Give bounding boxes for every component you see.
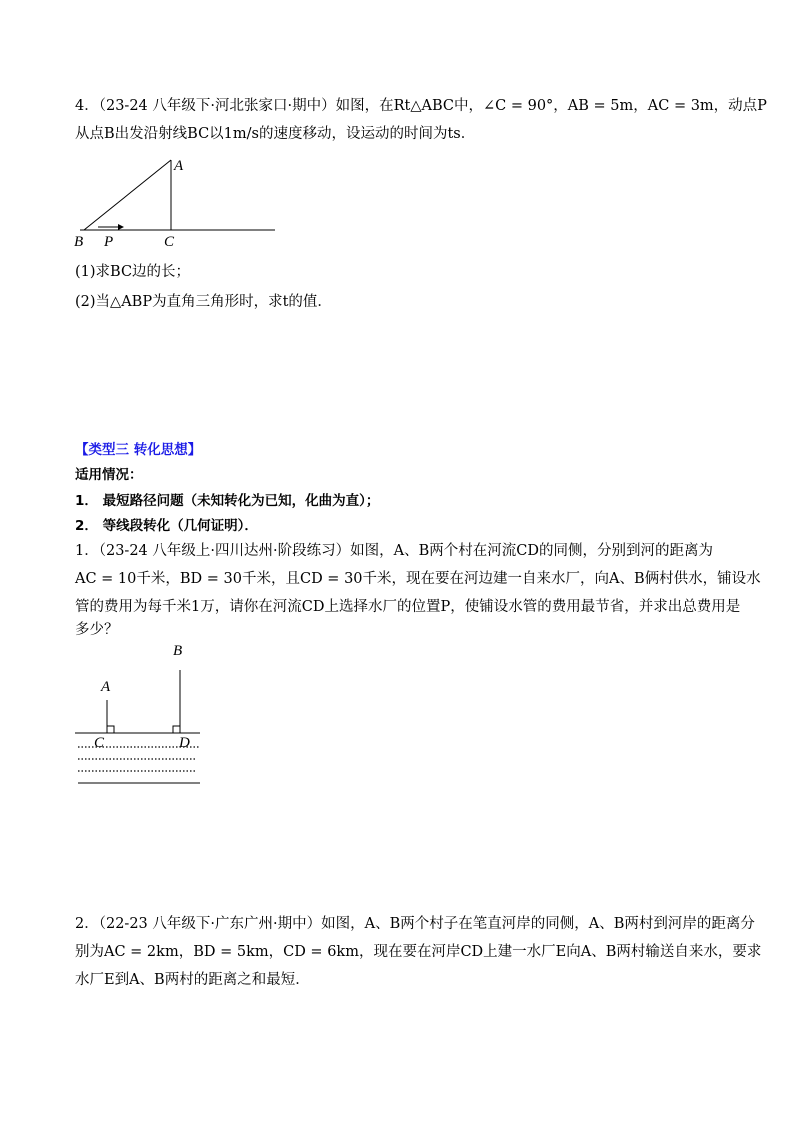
label-d: D bbox=[179, 735, 190, 751]
applicable-label: 适用情况： bbox=[75, 467, 143, 483]
problem1-line3: 管的费用为每千米1万，请你在河流CD上选择水厂的位置P，使铺设水管的费用最节省，并求出总费用是 bbox=[75, 599, 741, 615]
label-p: P bbox=[104, 234, 114, 250]
problem4-line1: 4．（23-24 八年级下·河北张家口·期中）如图，在Rt△ABC中，∠C = 90°，AB = 5m，AC = 3m，动点P bbox=[75, 98, 767, 114]
problem4-q2: (2)当△ABP为直角三角形时，求t的值． bbox=[75, 294, 332, 310]
label-a: A bbox=[101, 679, 111, 695]
label-c: C bbox=[94, 735, 105, 751]
label-a: A bbox=[174, 158, 184, 174]
problem1-line4: 多少？ bbox=[75, 622, 119, 638]
applicable-item-1: 1． 最短路径问题（未知转化为已知，化曲为直）； bbox=[75, 493, 380, 509]
section-title: 【类型三 转化思想】 bbox=[75, 442, 202, 458]
problem2-line1: 2．（22-23 八年级下·广东广州·期中）如图，A、B两个村子在笔直河岸的同侧，A、B两村到河岸的距离分 bbox=[75, 916, 755, 932]
problem4-q1: (1)求BC边的长； bbox=[75, 264, 191, 280]
river-figure bbox=[70, 640, 210, 790]
triangle-figure bbox=[70, 150, 280, 250]
problem2-line3: 水厂E到A、B两村的距离之和最短． bbox=[75, 972, 310, 988]
problem1-line1: 1．（23-24 八年级上·四川达州·阶段练习）如图，A、B两个村在河流CD的同侧，分别到河的距离为 bbox=[75, 543, 713, 559]
label-b: B bbox=[74, 234, 84, 250]
problem4-line2: 从点B出发沿射线BC以1m/s的速度移动，设运动的时间为ts． bbox=[75, 126, 476, 142]
problem2-line2: 别为AC = 2km，BD = 5km，CD = 6km，现在要在河岸CD上建一水厂E向A、B两村输送自来水，要求 bbox=[75, 944, 762, 960]
applicable-item-2: 2． 等线段转化（几何证明）． bbox=[75, 518, 258, 534]
problem1-line2: AC = 10千米，BD = 30千米，且CD = 30千米，现在要在河边建一自来水厂，向A、B俩村供水，铺设水 bbox=[75, 571, 761, 587]
label-c: C bbox=[164, 234, 175, 250]
label-b: B bbox=[173, 643, 183, 659]
